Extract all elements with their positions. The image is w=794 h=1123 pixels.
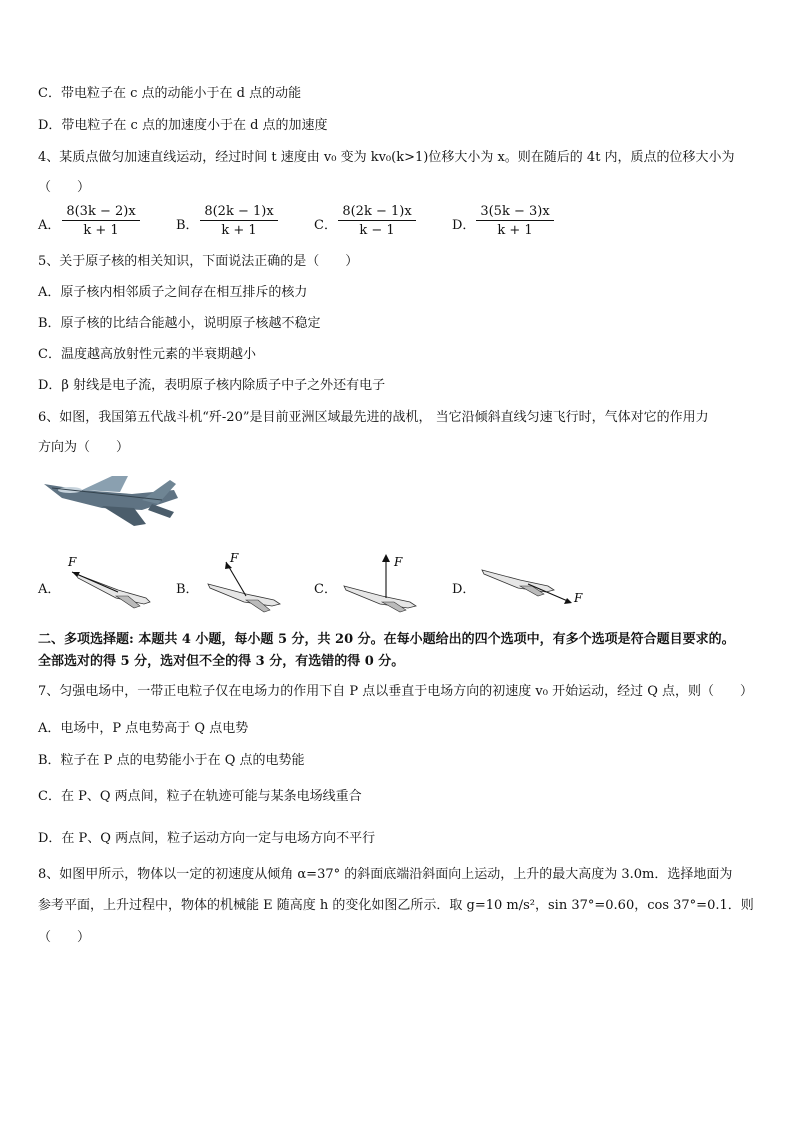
q3-option-c: C．带电粒子在 c 点的动能小于在 d 点的动能	[38, 86, 302, 101]
q5-option-a: A．原子核内相邻质子之间存在相互排斥的核力	[38, 285, 308, 300]
q6-option-d-label: D．	[452, 582, 476, 597]
q4-option-a-fraction	[62, 204, 140, 238]
force-label: F	[574, 591, 583, 605]
q4-option-d-fraction	[476, 204, 554, 238]
numerator: 8(2k − 1)x	[200, 204, 278, 221]
q7-stem: 7、匀强电场中，一带正电粒子仅在电场力的作用下自 P 点以垂直于电场方向的初速度 v₀ 开始运动，经过 Q 点，则（ ）	[38, 684, 754, 699]
denominator: k + 1	[497, 223, 533, 238]
q4-option-c-label: C．	[314, 218, 337, 233]
q6-option-a-diagram	[58, 550, 158, 614]
q5-option-c: C．温度越高放射性元素的半衰期越小	[38, 347, 256, 362]
section-2-scoring: 全部选对的得 5 分，选对但不全的得 3 分，有选错的得 0 分。	[38, 654, 405, 669]
q4-option-c-fraction	[338, 204, 416, 238]
q6-blank: 方向为（ ）	[38, 440, 130, 455]
q5-option-b: B．原子核的比结合能越小，说明原子核越不稳定	[38, 316, 321, 331]
q4-option-b-fraction	[200, 204, 278, 238]
q4-stem: 4、某质点做匀加速直线运动，经过时间 t 速度由 v₀ 变为 kv₀(k>1)位移大小为 x。则在随后的 4t 内，质点的位移大小为	[38, 150, 735, 165]
q7-option-a: A．电场中，P 点电势高于 Q 点电势	[38, 721, 249, 736]
fighter-jet-image	[42, 470, 182, 532]
q3-option-d: D．带电粒子在 c 点的加速度小于在 d 点的加速度	[38, 118, 328, 133]
numerator: 3(5k − 3)x	[476, 204, 554, 221]
q8-stem: 8、如图甲所示，物体以一定的初速度从倾角 α=37° 的斜面底端沿斜面向上运动，上升的最大高度为 3.0m．选择地面为	[38, 867, 733, 882]
q6-stem: 6、如图，我国第五代战斗机“歼-20”是目前亚洲区域最先进的战机， 当它沿倾斜直线匀速飞行时，气体对它的作用力	[38, 410, 709, 425]
numerator: 8(2k − 1)x	[338, 204, 416, 221]
q6-option-a-label: A．	[38, 582, 61, 597]
q7-option-d: D．在 P、Q 两点间，粒子运动方向一定与电场方向不平行	[38, 831, 376, 846]
numerator: 8(3k − 2)x	[62, 204, 140, 221]
q5-option-d: D．β 射线是电子流，表明原子核内除质子中子之外还有电子	[38, 378, 386, 393]
q6-option-c-label: C．	[314, 582, 337, 597]
q6-option-b-label: B．	[176, 582, 199, 597]
q4-option-a-label: A．	[38, 218, 61, 233]
q5-stem: 5、关于原子核的相关知识，下面说法正确的是（ ）	[38, 254, 359, 269]
section-2-heading: 二、多项选择题: 本题共 4 小题，每小题 5 分，共 20 分。在每小题给出的四个选项中，有多个选项是符合题目要求的。	[38, 632, 735, 647]
q8-stem-continued: 参考平面，上升过程中，物体的机械能 E 随高度 h 的变化如图乙所示．取 g=10 m/s²，sin 37°=0.60，cos 37°=0.1．则	[38, 898, 754, 913]
q6-option-c-diagram	[336, 546, 436, 614]
q6-option-d-diagram	[478, 560, 588, 610]
q4-option-b-label: B．	[176, 218, 199, 233]
q8-blank: （ ）	[38, 930, 91, 945]
force-label: F	[68, 555, 77, 569]
denominator: k − 1	[359, 223, 395, 238]
denominator: k + 1	[83, 223, 119, 238]
q4-blank: （ ）	[38, 180, 91, 195]
q6-option-b-diagram	[196, 548, 296, 614]
q7-option-c: C．在 P、Q 两点间，粒子在轨迹可能与某条电场线重合	[38, 789, 362, 804]
force-label: F	[230, 551, 239, 565]
q4-option-d-label: D．	[452, 218, 476, 233]
q7-option-b: B．粒子在 P 点的电势能小于在 Q 点的电势能	[38, 753, 305, 768]
denominator: k + 1	[221, 223, 257, 238]
force-label: F	[394, 555, 403, 569]
